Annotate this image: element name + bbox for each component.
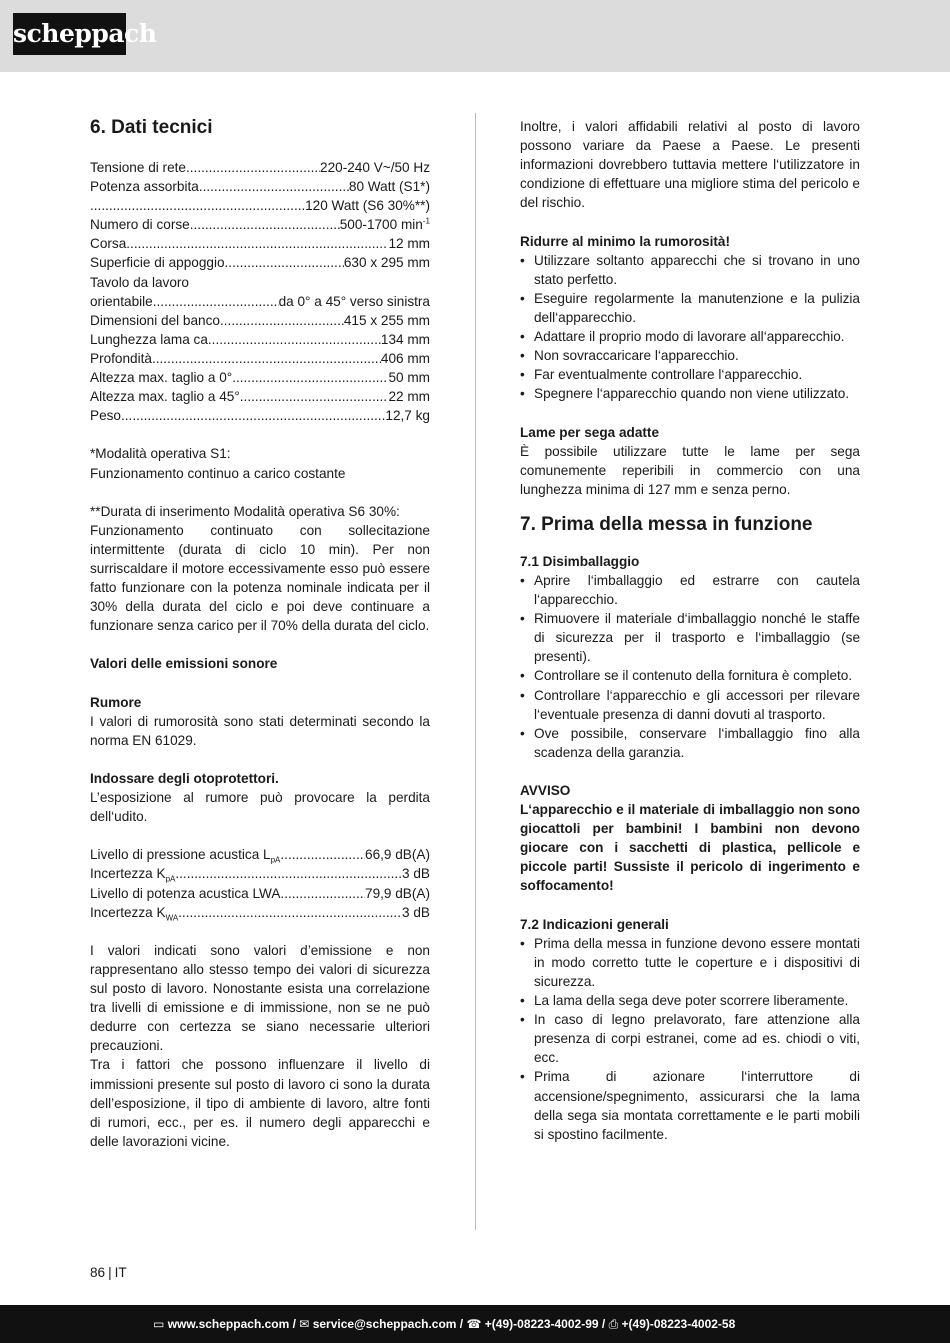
- computer-icon: ▭: [153, 1317, 165, 1331]
- list-item: • Spegnere l‘apparecchio quando non viene utilizzato.: [520, 384, 860, 403]
- spec-row: Corsa ..... 12 mm: [90, 234, 430, 253]
- noise-heading: Valori delle emissioni sonore: [90, 656, 278, 672]
- spec-row: Dimensioni del banco ..... 415 x 255 mm: [90, 311, 430, 330]
- emission-paragraph: I valori indicati sono valori d’emissione e non rappresentano allo stesso tempo dei valori di sicurezza sul posto di lavoro. Nonostante esista una correlazione tra livelli di emissione e di immissione, non se ne può dedurre con certezza se siano necessarie ulteriori precauzioni.: [90, 942, 430, 1054]
- section-6-heading: 6. Dati tecnici: [90, 117, 213, 138]
- rumore-text: I valori di rumorosità sono stati determinati secondo la norma EN 61029.: [90, 713, 430, 748]
- unpacking-list: [520, 571, 860, 762]
- list-item: • Aprire l‘imballaggio ed estrarre con cautela l‘apparecchio.: [520, 571, 860, 609]
- phone-icon: ☎: [466, 1317, 482, 1331]
- hearing-protection-title: Indossare degli otoprotettori.: [90, 771, 279, 786]
- spec-label-line: Tavolo da lavoro: [90, 274, 189, 290]
- note-s1-text: Funzionamento continuo a carico costante: [90, 465, 346, 481]
- blades-text: È possibile utilizzare tutte le lame per sega comunemente reperibili in commercio con una lunghezza minima di 127 mm e senza perno.: [520, 443, 860, 497]
- left-column: [90, 117, 430, 1151]
- spec-row: Altezza max. taglio a 45° ..... 22 mm: [90, 387, 430, 406]
- immission-paragraph: Tra i fattori che possono influenzare il livello di immissioni presente sul posto di lavoro ci sono la durata dell’esposizione, il tipo di ambiente di lavoro, altre fonti di rumori, ecc., per es. il numero degli apparecchi e delle lavorazioni vicine.: [90, 1057, 430, 1149]
- list-item: • La lama della sega deve poter scorrere liberamente.: [520, 991, 860, 1010]
- intro-paragraph: Inoltre, i valori affidabili relativi al posto di lavoro possono variare da Paese a Paese. Le presenti informazioni dovrebbero tuttavia mettere l‘utilizzatore in condizione di effettuare una migliore stima del pericolo e del rischio.: [520, 119, 860, 211]
- spec-row: Profondità ..... 406 mm: [90, 349, 430, 368]
- brand-logo: scheppach: [13, 13, 126, 55]
- notice-title: AVVISO: [520, 783, 571, 798]
- right-column: [520, 117, 860, 1144]
- list-item: • Prima della messa in funzione devono essere montati in modo corretto tutte le coperture e i dispositivi di sicurezza.: [520, 934, 860, 991]
- column-divider: [475, 113, 476, 1230]
- acoustic-row: Incertezza $K_{pA}$ ..... 3 dB: [90, 864, 430, 883]
- footer-website: www.scheppach.com /: [167, 1317, 296, 1331]
- section-7-2-title: 7.2 Indicazioni generali: [520, 916, 669, 932]
- spec-row: Altezza max. taglio a 0° ..... 50 mm: [90, 368, 430, 387]
- note-s6-text: Funzionamento continuato con sollecitazione intermittente (durata di ciclo 10 min). Per non surriscaldare il motore eccessivamente esso può essere fatto funzionare con la potenza nominale indicata per il 30% della durata del ciclo e poi deve continuare a funzionare senza carico per il 70% della durata del ciclo.: [90, 522, 430, 634]
- list-item: • Eseguire regolarmente la manutenzione e la pulizia dell‘apparecchio.: [520, 289, 860, 327]
- page-header: [0, 0, 950, 72]
- list-item: • Far eventualmente controllare l‘apparecchio.: [520, 365, 860, 384]
- reduce-noise-title: Ridurre al minimo la rumorosità!: [520, 233, 730, 249]
- fax-icon: ⎙: [608, 1317, 619, 1331]
- list-item: • Non sovraccaricare l‘apparecchio.: [520, 346, 860, 365]
- spec-row: Lunghezza lama ca. ..... 134 mm: [90, 330, 430, 349]
- note-s1-title: *Modalità operativa S1:: [90, 446, 231, 462]
- footer-email: service@scheppach.com /: [312, 1317, 464, 1331]
- spec-row: Numero di corse ..... 500-1700 $\min^{-1}$: [90, 215, 430, 234]
- section-7-1-title: 7.1 Disimballaggio: [520, 553, 640, 569]
- footer-phone: +(49)-08223-4002-99 /: [484, 1317, 606, 1331]
- list-item: • Rimuovere il materiale d‘imballaggio nonché le staffe di sicurezza per il trasporto e l‘imballaggio (se presenti).: [520, 609, 860, 666]
- list-item: • Prima di azionare l‘interruttore di accensione/spegnimento, assicurarsi che la lama della sega sia montata correttamente e le parti mobili si spostino facilmente.: [520, 1067, 860, 1143]
- spec-row: Superficie di appoggio ..... 630 x 295 mm: [90, 253, 430, 272]
- spec-row: ..... 120 Watt (S6 30%**): [90, 196, 430, 215]
- list-item: • Controllare l‘apparecchio e gli accessori per rilevare l‘eventuale presenza di danni dovuti al trasporto.: [520, 686, 860, 724]
- general-instructions-list: [520, 934, 860, 1144]
- spec-row: Peso ..... 12,7 kg: [90, 406, 430, 425]
- reduce-noise-list: [520, 251, 860, 404]
- acoustic-row: Incertezza $K_{WA}$ ..... 3 dB: [90, 903, 430, 922]
- rumore-title: Rumore: [90, 694, 142, 710]
- list-item: • In caso di legno prelavorato, fare attenzione alla presenza di corpi estranei, come ad es. chiodi o viti, ecc.: [520, 1010, 860, 1067]
- list-item: • Utilizzare soltanto apparecchi che si trovano in uno stato perfetto.: [520, 251, 860, 289]
- spec-row: Tensione di rete ..... 220-240 V~/50 Hz: [90, 158, 430, 177]
- spec-row: Potenza assorbita ..... 80 Watt (S1*): [90, 177, 430, 196]
- note-s6-title: **Durata di inserimento Modalità operativa S6 30%:: [90, 503, 400, 519]
- list-item: • Controllare se il contenuto della fornitura è completo.: [520, 666, 860, 685]
- page-footer: [0, 1305, 950, 1343]
- list-item: • Adattare il proprio modo di lavorare all‘apparecchio.: [520, 327, 860, 346]
- acoustic-row: Livello di pressione acustica $L_{pA}$ ..... 66,9 dB(A): [90, 845, 430, 864]
- mail-icon: ✉: [299, 1317, 310, 1331]
- notice-text: L‘apparecchio e il materiale di imballaggio non sono giocattoli per bambini! I bambini non devono giocare con i sacchetti di plastica, pellicole e piccole parti! Sussiste il pericolo di ingerimento e soffocamento!: [520, 802, 860, 894]
- spec-row: orientabile ..... da 0° a 45° verso sinistra: [90, 292, 430, 311]
- footer-fax: +(49)-08223-4002-58: [621, 1317, 736, 1331]
- page-number: 86 | IT: [90, 1265, 127, 1280]
- hearing-protection-text: L’esposizione al rumore può provocare la perdita dell‘udito.: [90, 790, 430, 825]
- section-7-heading: 7. Prima della messa in funzione: [520, 513, 813, 535]
- list-item: • Ove possibile, conservare l‘imballaggio fino alla scadenza della garanzia.: [520, 724, 860, 762]
- language-code: IT: [114, 1265, 127, 1280]
- blades-title: Lame per sega adatte: [520, 424, 660, 440]
- acoustic-row: Livello di potenza acustica LWA ..... 79,9 dB(A): [90, 884, 430, 903]
